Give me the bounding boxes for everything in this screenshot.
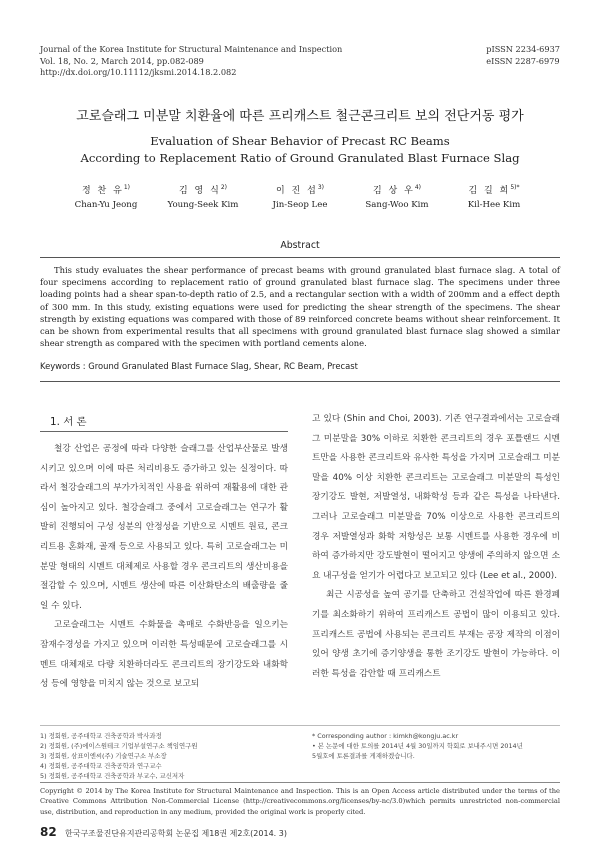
abstract-heading: Abstract	[280, 240, 320, 251]
author-affiliation-mark: 1)	[123, 184, 130, 191]
author	[448, 183, 540, 210]
journal-header	[40, 44, 342, 79]
author-name-en: Jin-Seop Lee	[272, 200, 328, 210]
abstract-top-rule	[40, 257, 560, 258]
author-name-ko: 김 영 식	[179, 186, 221, 196]
page-number: 82	[40, 825, 57, 839]
copyright-notice: Copyright © 2014 by The Korea Institute for Structural Maintenance and Inspection. This is an Open Access article distributed under the terms of the Creative Commons Attribution Non-Commercial License (http://creativecommons.org/licenses/by-nc/3.0)which permits unrestricted non-commercial use, distribution, and reproduction in any medium, provided the original work is properly cited.	[40, 787, 560, 816]
title-english	[0, 133, 600, 167]
author-affiliation-mark: 2)	[220, 184, 227, 191]
footnote: 1) 정회원, 공주대학교 건축공학과 박사과정	[40, 732, 162, 740]
abstract-bottom-rule	[40, 381, 560, 382]
author-name-en: Kil-Hee Kim	[467, 200, 521, 210]
section-heading-rule	[40, 431, 288, 432]
footnote: 2) 정회원, (주)에이스원테크 기업부설연구소 책임연구원	[40, 742, 198, 750]
discussion-note-cont: 5월호에 토론결과를 게재하겠습니다.	[312, 752, 415, 760]
footer-journal: 한국구조물진단유지관리공학회 논문집 제18권 제2호(2014. 3)	[65, 829, 287, 838]
keywords: Keywords : Ground Granulated Blast Furnace Slag, Shear, RC Beam, Precast	[40, 361, 358, 371]
abstract-body: This study evaluates the shear performance of precast beams with ground granulated blast furnace slag. A total of four specimens according to replacement ratio of ground granulated blast furnace slag. The specimens under three loading points had a shear span-to-depth ratio of 2.5, and a rectangular section with a width of 200mm and a effect depth of 300 mm. In this study, existing equations were used for predicting the shear strength of the specimens. The shear strength by existing equations was compared with those of 89 reinforced concrete beams without shear reinforcement. It can be shown from experimental results that all specimens with ground granulated blast furnace slag showed a similar shear strength as compared with the specimen with portland cements alone.	[40, 265, 560, 349]
copyright-rule	[40, 782, 560, 783]
body-column-left	[40, 440, 288, 695]
issn-block	[486, 44, 560, 67]
title-english-line-1: Evaluation of Shear Behavior of Precast RC Beams	[150, 134, 450, 148]
body-paragraph: 철강 산업은 공정에 따라 다양한 슬래그를 산업부산물로 발생시키고 있으며 이에 따른 처리비용도 증가하고 있는 실정이다. 따라서 철강슬래그의 부가가치적인 사용을 위하여 재활용에 대한 관심이 높아지고 있다. 철강슬래그 중에서 고로슬래그는 연구가 활발히 진행되어 구성 성분의 안정성을 기반으로 시멘트 원료, 콘크리트용 혼화재, 골재 등으로 사용되고 있다. 특히 고로슬래그는 미분말 형태의 시멘트 대체제로 사용할 경우 콘크리트의 생산비용을 절감할 수 있으며, 시멘트 생산에 따른 이산화탄소의 배출량을 줄일 수 있다.	[40, 444, 288, 611]
title-korean: 고로슬래그 미분말 치환율에 따른 프리캐스트 철근콘크리트 보의 전단거동 평가	[76, 109, 524, 124]
footnote: 4) 정회원, 공주대학교 건축공학과 연구교수	[40, 762, 162, 770]
author-affiliation-mark: 4)	[414, 184, 421, 191]
footnote: 5) 정회원, 공주대학교 건축공학과 부교수, 교신저자	[40, 772, 185, 780]
eissn: eISSN 2287-6979	[486, 55, 560, 66]
body-paragraph: 고 있다 (Shin and Choi, 2003). 기존 연구결과에서는 고로슬래그 미분말을 30% 이하로 치환한 콘크리트의 경우 포틀랜드 시멘트만을 사용한 콘크리트와 유사한 특성을 가지며 고로슬래그 미분말을 40% 이상 치환한 콘크리트는 고로슬래그 미분말의 특성인 장기강도 발현, 저발열성, 내화학성 등과 같은 특성을 나타낸다. 그러나 고로슬래그 미분말을 70% 이상으로 사용한 콘크리트의 경우 저발열성과 화학 저항성은 보통 시멘트를 사용한 경우에 비하여 증가하지만 강도발현이 떨어지고 양생에 주의하지 않으면 소요 내구성을 얻기가 어렵다고 보고되고 있다 (Lee et al., 2000).	[312, 414, 560, 581]
discussion-note: • 본 논문에 대한 토의를 2014년 4월 30일까지 학회로 보내주시면 2014년	[312, 742, 523, 750]
author-name-en: Young-Seek Kim	[167, 200, 239, 210]
author	[60, 183, 152, 210]
corresponding-author: * Corresponding author : kimkh@kongju.ac.kr	[312, 732, 459, 740]
corresponding-footnotes	[312, 731, 560, 761]
pissn: pISSN 2234-6937	[486, 44, 560, 54]
author-affiliation-mark: 5)*	[510, 184, 520, 191]
author-name-en: Chan-Yu Jeong	[74, 200, 138, 210]
footnote-divider	[40, 725, 560, 726]
body-column-right	[312, 410, 560, 684]
author-affiliation-mark: 3)	[317, 184, 324, 191]
section-heading: 1. 서 론	[50, 416, 87, 428]
title-english-line-2: According to Replacement Ratio of Ground Granulated Blast Furnace Slag	[80, 151, 520, 165]
doi-link[interactable]: http://dx.doi.org/10.11112/jksmi.2014.18.2.082	[40, 67, 237, 77]
footnote: 3) 정회원, 삼표이엔씨(주) 기술연구소 부소장	[40, 752, 167, 760]
journal-name: Journal of the Korea Institute for Structural Maintenance and Inspection	[40, 44, 343, 54]
author-name-ko: 김 상 우	[373, 186, 415, 196]
body-paragraph: 고로슬래그는 시멘트 수화물을 촉매로 수화반응을 일으키는 잠재수경성을 가지고 있으며 이러한 특성때문에 고로슬래그를 시멘트 대체재로 다량 치환하더라도 콘크리트의 장기강도와 내화학성 등에 영향을 미치지 않는 것으로 보고되	[40, 620, 288, 690]
author-list	[60, 183, 540, 210]
author-name-ko: 이 진 섭	[276, 186, 318, 196]
affiliation-footnotes	[40, 731, 290, 781]
author	[254, 183, 346, 210]
author	[157, 183, 249, 210]
author	[351, 183, 443, 210]
author-name-en: Sang-Woo Kim	[365, 200, 429, 210]
author-name-ko: 김 길 희	[468, 186, 511, 196]
journal-volume: Vol. 18, No. 2, March 2014, pp.082-089	[40, 55, 204, 66]
author-name-ko: 정 찬 유	[82, 186, 124, 196]
body-paragraph: 최근 시공성을 높여 공기를 단축하고 건설작업에 따른 환경폐기를 최소화하기 위하여 프리캐스트 공법이 많이 이용되고 있다. 프리캐스트 공법에 사용되는 콘크리트 부재는 공장 제작의 이점이 있어 양생 초기에 증기양생을 통한 조기강도 발현이 가능하다. 이러한 특성을 감안할 때 프리캐스트	[312, 590, 560, 679]
